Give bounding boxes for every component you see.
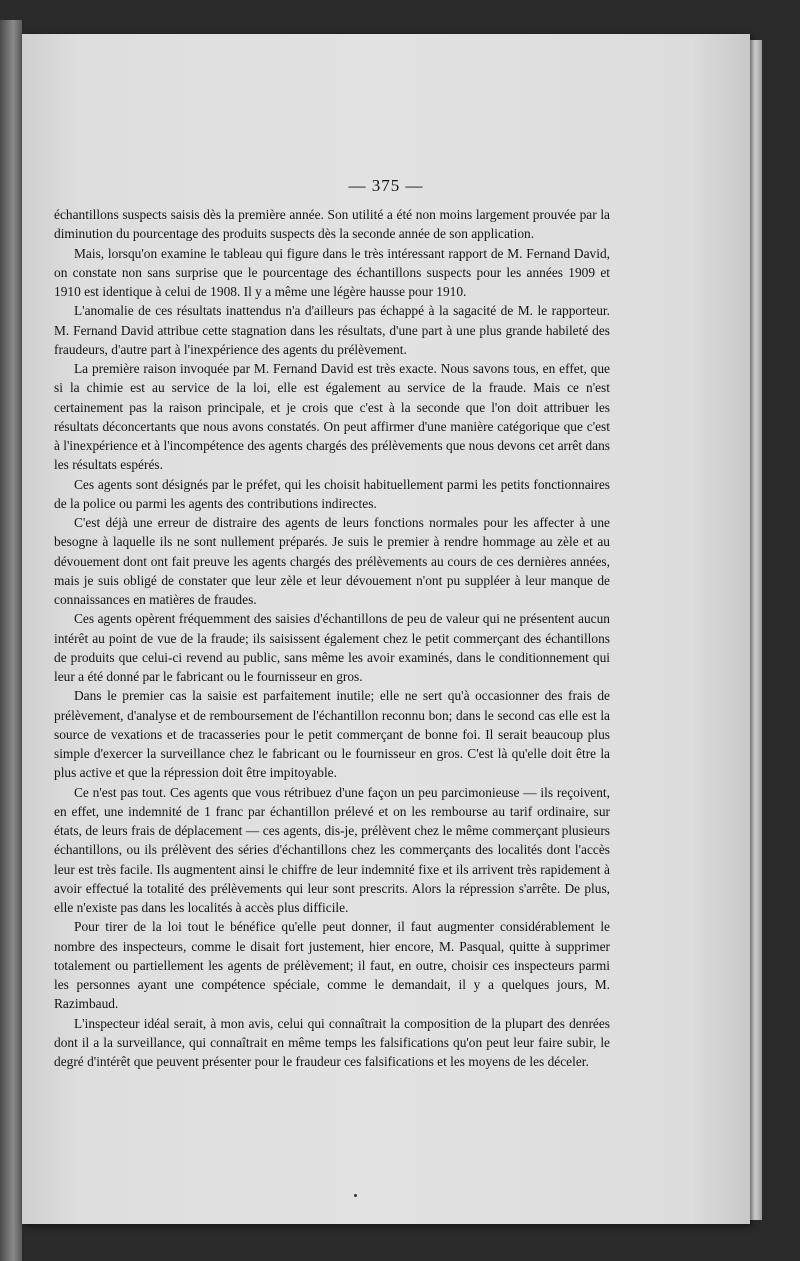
paragraph: Dans le premier cas la saisie est parfaitement inutile; elle ne sert qu'à occasionner des frais de prélèvement, d'analyse et de remboursement de l'échantillon reconnu bon; dans le second cas elle est la source de vexations et de tracasseries pour le petit commerçant de bonne foi. Il serait beaucoup plus simple d'exercer la surveillance chez le fabricant ou le fournisseur en gros. C'est là qu'elle doit être la plus active et que la répression doit être impitoyable. (54, 688, 610, 781)
paragraph: Ces agents sont désignés par le préfet, qui les choisit habituellement parmi les petits fonctionnaires de la police ou parmi les agents des contributions indirectes. (54, 476, 610, 511)
page-number: — 375 — (348, 176, 424, 195)
paragraph: C'est déjà une erreur de distraire des agents de leurs fonctions normales pour les affecter à une besogne à laquelle ils ne sont nullement préparés. Je suis le premier à rendre hommage au zèle et au dévouement dont ont fait preuve les agents chargés des prélèvements au cours de ces dernières années, mais je suis obligé de constater que leur zèle et leur dévouement n'ont pu suppléer à leur manque de connaissances en matières de fraudes. (54, 515, 610, 607)
paragraph: Pour tirer de la loi tout le bénéfice qu'elle peut donner, il faut augmenter considérablement le nombre des inspecteurs, comme le disait fort justement, hier encore, M. Pasqual, quitte à supprimer totalement ou partiellement les agents de prélèvement; il faut, en outre, choisir ces inspecteurs parmi les personnes ayant une compétence spéciale, comme le demandait, il y a quelques jours, M. Razimbaud. (54, 919, 610, 1012)
paragraph: Ces agents opèrent fréquemment des saisies d'échantillons de peu de valeur qui ne présentent aucun intérêt au point de vue de la fraude; ils saisissent également chez le petit commerçant des échantillons de produits que celui-ci revend au public, sans même les avoir examinés, dans le conditionnement qui leur a été donné par le fabricant ou le fournisseur en gros. (54, 611, 610, 684)
paragraph: Ce n'est pas tout. Ces agents que vous rétribuez d'une façon un peu parcimonieuse — ils reçoivent, en effet, une indemnité de 1 franc par échantillon prélevé et on les rembourse au tarif ordinaire, sur états, de leurs frais de déplacement — ces agents, dis-je, prélèvent chez le même commerçant plusieurs échantillons, ou ils prélèvent des séries d'échantillons chez les commerçants des localités dont l'accès leur est très facile. Ils augmentent ainsi le chiffre de leur indemnité fixe et ils arrivent très rapidement à avoir effectué la totalité des prélèvements qui leur sont prescrits. Alors la répression s'arrête. De plus, elle n'existe pas dans les localités à accès plus difficile. (54, 784, 610, 915)
paragraph: échantillons suspects saisis dès la première année. Son utilité a été non moins largement prouvée par la diminution du pourcentage des produits suspects dès la seconde année de son application. (54, 207, 610, 242)
paragraph: Mais, lorsqu'on examine le tableau qui figure dans le très intéressant rapport de M. Fernand David, on constate non sans surprise que le pourcentage des échantillons suspects pour les années 1909 et 1910 est identique à celui de 1908. Il y a même une légère hausse pour 1910. (54, 245, 610, 299)
facing-page-edge (0, 20, 22, 1261)
ink-speck (354, 1194, 357, 1197)
book-page (22, 34, 750, 1224)
page-stack-edge (750, 40, 762, 1220)
paragraph: La première raison invoquée par M. Fernand David est très exacte. Nous savons tous, en effet, que si la chimie est au service de la loi, elle est également au service de la fraude. Mais ce n'est certainement pas la raison principale, et je crois que c'est à la seconde que l'on doit attribuer les résultats déconcertants que nous avons constatés. On peut affirmer d'une manière catégorique que c'est à l'inexpérience et à l'incompétence des agents chargés des prélèvements que nous devons cet arrêt dans les résultats espérés. (54, 361, 610, 473)
body-text (54, 205, 610, 1071)
paragraph: L'anomalie de ces résultats inattendus n'a d'ailleurs pas échappé à la sagacité de M. le rapporteur. M. Fernand David attribue cette stagnation dans les résultats, d'une part à une plus grande habileté des fraudeurs, d'autre part à l'inexpérience des agents du prélèvement. (54, 303, 610, 357)
paragraph: L'inspecteur idéal serait, à mon avis, celui qui connaîtrait la composition de la plupart des denrées dont il a la surveillance, qui connaîtrait en même temps les falsifications qu'on peut leur faire subir, le degré d'intérêt que peuvent présenter pour le fraudeur ces falsifications et les moyens de les déceler. (54, 1015, 610, 1069)
